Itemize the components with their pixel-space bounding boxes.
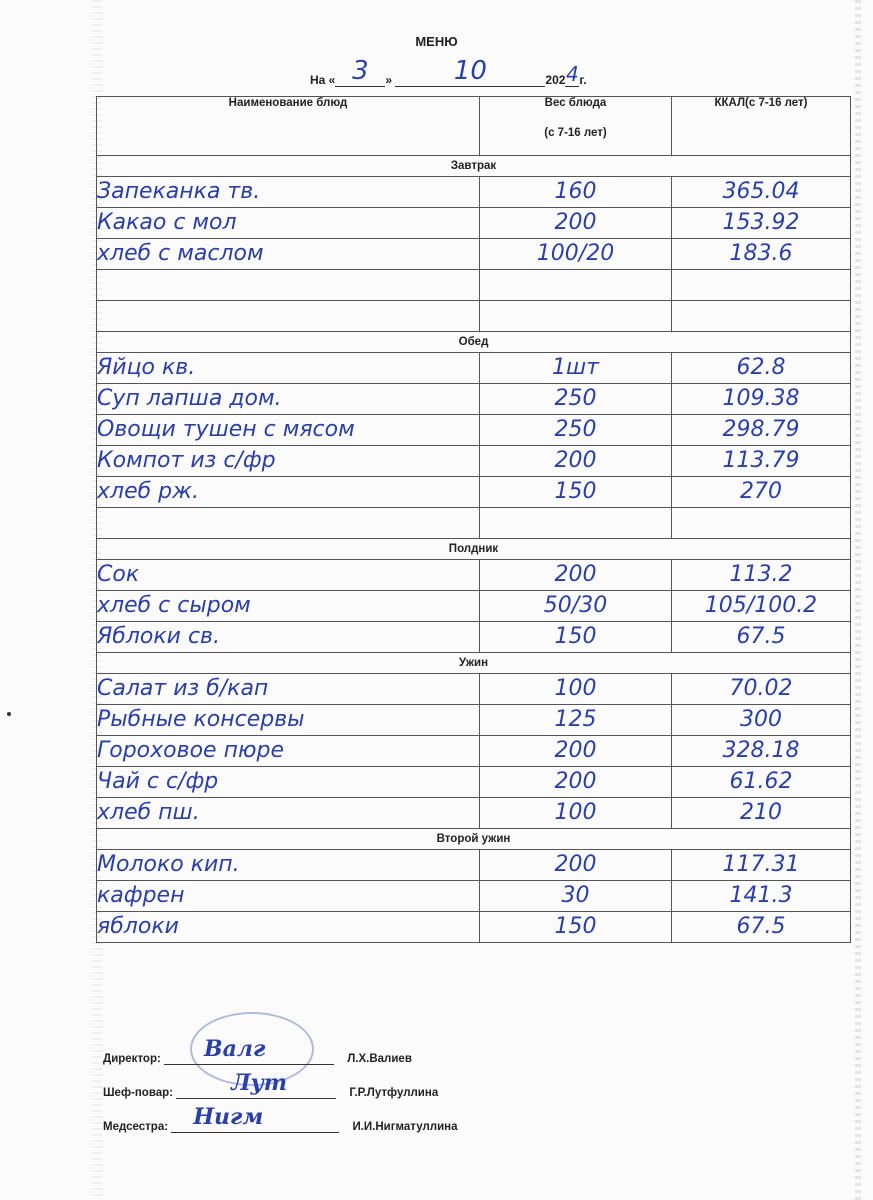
dish-weight: 150 [480, 912, 672, 943]
dish-weight: 150 [480, 477, 672, 508]
dish-name: Сок [97, 560, 480, 591]
dish-name: хлеб пш. [97, 798, 480, 829]
signature-row-chef [103, 1070, 439, 1104]
signature-role: Директор: [103, 1053, 161, 1065]
empty-cell [97, 508, 480, 539]
section-title: Обед [97, 332, 851, 353]
dish-weight: 200 [480, 736, 672, 767]
header-row [97, 97, 851, 156]
dish-weight: 160 [480, 177, 672, 208]
menu-body [97, 156, 851, 943]
empty-row [97, 508, 851, 539]
empty-cell [97, 301, 480, 332]
scan-speck [7, 712, 11, 716]
empty-cell [480, 508, 672, 539]
dish-name: яблоки [97, 912, 480, 943]
dish-kcal: 300 [672, 705, 851, 736]
dish-name: кафрен [97, 881, 480, 912]
signature-role: Шеф-повар: [103, 1087, 173, 1099]
dish-row [97, 415, 851, 446]
section-row [97, 539, 851, 560]
dish-weight: 250 [480, 415, 672, 446]
dish-row [97, 591, 851, 622]
dish-weight: 200 [480, 850, 672, 881]
signature-row-director [103, 1036, 412, 1070]
dish-kcal: 298.79 [672, 415, 851, 446]
dish-name: хлеб рж. [97, 477, 480, 508]
empty-row [97, 270, 851, 301]
document-title: МЕНЮ [415, 34, 458, 49]
signature-name: Л.Х.Валиев [347, 1053, 412, 1065]
dish-name: Чай с с/фр [97, 767, 480, 798]
dish-weight: 200 [480, 767, 672, 798]
scan-edge-artifact [855, 0, 861, 1200]
header-dish-name: Наименование блюд [97, 97, 480, 156]
section-title: Полдник [97, 539, 851, 560]
empty-cell [480, 301, 672, 332]
signature-role: Медсестра: [103, 1121, 169, 1133]
date-suffix: г. [579, 73, 587, 87]
dish-kcal: 117.31 [672, 850, 851, 881]
dish-kcal: 67.5 [672, 622, 851, 653]
section-row [97, 156, 851, 177]
dish-name: Рыбные консервы [97, 705, 480, 736]
header-weight-line1: Вес блюда [544, 97, 607, 109]
dish-weight: 125 [480, 705, 672, 736]
dish-row [97, 622, 851, 653]
dish-name: Яйцо кв. [97, 353, 480, 384]
dish-weight: 30 [480, 881, 672, 912]
dish-row [97, 384, 851, 415]
dish-row [97, 674, 851, 705]
dish-row [97, 560, 851, 591]
dish-row [97, 912, 851, 943]
dish-kcal: 105/100.2 [672, 591, 851, 622]
signature-row-nurse [103, 1104, 458, 1138]
menu-table [96, 96, 851, 943]
date-month: 10 [453, 56, 487, 86]
dish-kcal: 113.2 [672, 560, 851, 591]
dish-kcal: 113.79 [672, 446, 851, 477]
dish-name: Молоко кип. [97, 850, 480, 881]
header-weight [480, 97, 672, 156]
signature-name: И.И.Нигматуллина [352, 1121, 458, 1133]
dish-kcal: 141.3 [672, 881, 851, 912]
dish-weight: 200 [480, 446, 672, 477]
dish-weight: 200 [480, 560, 672, 591]
dish-kcal: 67.5 [672, 912, 851, 943]
dish-row [97, 850, 851, 881]
dish-row [97, 705, 851, 736]
dish-row [97, 767, 851, 798]
dish-kcal: 109.38 [672, 384, 851, 415]
dish-row [97, 736, 851, 767]
dish-row [97, 239, 851, 270]
dish-kcal: 70.02 [672, 674, 851, 705]
dish-weight: 150 [480, 622, 672, 653]
signature-name: Г.Р.Лутфуллина [349, 1087, 439, 1099]
dish-name: Салат из б/кап [97, 674, 480, 705]
dish-kcal: 62.8 [672, 353, 851, 384]
dish-kcal: 153.92 [672, 208, 851, 239]
empty-cell [672, 508, 851, 539]
dish-kcal: 61.62 [672, 767, 851, 798]
dish-kcal: 328.18 [672, 736, 851, 767]
handwritten-signature: Нигм [193, 1104, 264, 1130]
dish-name: Какао с мол [97, 208, 480, 239]
empty-cell [672, 270, 851, 301]
empty-cell [672, 301, 851, 332]
dish-row [97, 477, 851, 508]
section-title: Ужин [97, 653, 851, 674]
date-line [310, 56, 630, 86]
dish-row [97, 881, 851, 912]
dish-name: Овощи тушен с мясом [97, 415, 480, 446]
dish-weight: 50/30 [480, 591, 672, 622]
dish-weight: 250 [480, 384, 672, 415]
dish-kcal: 270 [672, 477, 851, 508]
dish-kcal: 210 [672, 798, 851, 829]
dish-name: Яблоки св. [97, 622, 480, 653]
dish-weight: 100 [480, 674, 672, 705]
section-row [97, 829, 851, 850]
empty-row [97, 301, 851, 332]
dish-row [97, 208, 851, 239]
dish-weight: 100 [480, 798, 672, 829]
date-year-digit: 4 [566, 62, 579, 86]
empty-cell [480, 270, 672, 301]
date-mid: » [385, 73, 393, 87]
dish-name: хлеб с маслом [97, 239, 480, 270]
header-kcal: ККАЛ(с 7-16 лет) [672, 97, 851, 156]
section-row [97, 653, 851, 674]
date-prefix: На « [310, 73, 336, 87]
date-year-prefix: 202 [545, 73, 566, 87]
dish-row [97, 446, 851, 477]
dish-name: Гороховое пюре [97, 736, 480, 767]
section-title: Второй ужин [97, 829, 851, 850]
empty-cell [97, 270, 480, 301]
dish-row [97, 353, 851, 384]
header-weight-line2: (с 7-16 лет) [544, 127, 607, 139]
handwritten-signature: Валг [204, 1036, 266, 1062]
dish-name: Запеканка тв. [97, 177, 480, 208]
date-day: 3 [352, 56, 369, 86]
dish-row [97, 798, 851, 829]
dish-name: хлеб с сыром [97, 591, 480, 622]
handwritten-signature: Лут [231, 1070, 288, 1096]
dish-weight: 200 [480, 208, 672, 239]
dish-weight: 1шт [480, 353, 672, 384]
dish-name: Суп лапша дом. [97, 384, 480, 415]
dish-name: Компот из с/фр [97, 446, 480, 477]
section-title: Завтрак [97, 156, 851, 177]
dish-kcal: 183.6 [672, 239, 851, 270]
section-row [97, 332, 851, 353]
dish-kcal: 365.04 [672, 177, 851, 208]
dish-row [97, 177, 851, 208]
dish-weight: 100/20 [480, 239, 672, 270]
